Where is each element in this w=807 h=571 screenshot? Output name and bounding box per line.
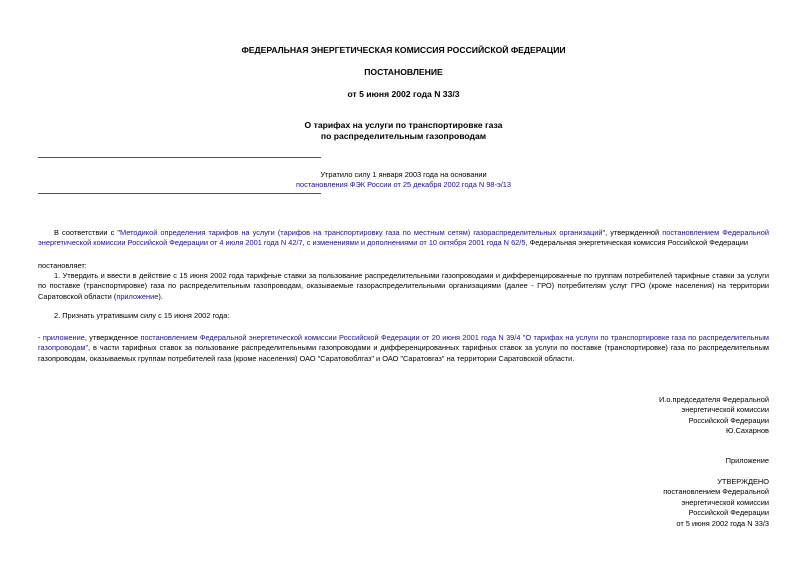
approval-line1: УТВЕРЖДЕНО bbox=[717, 477, 769, 486]
appendix-link-2[interactable]: приложение bbox=[42, 333, 85, 342]
approval-line4: Российской Федерации bbox=[688, 508, 769, 518]
amendments-link[interactable]: с изменениями и дополнениями от 10 октября 2001 года N 62/5 bbox=[306, 238, 526, 248]
doc-date-number: от 5 июня 2002 года N 33/3 bbox=[347, 89, 460, 99]
item-2: 2. Признать утратившим силу с 15 июня 2002 года: bbox=[54, 311, 230, 320]
doc-title-line2: по распределительным газопроводам bbox=[320, 131, 487, 141]
resolution-39-4-link[interactable]: постановлением Федеральной энергетической комиссии Российской Федерации от 20 июня 2001 года N 39/4 "О тарифах на услуги по транспортировке газа по распределительным газопроводам" bbox=[38, 333, 769, 353]
approval-line3: энергетической комиссии bbox=[681, 497, 769, 507]
appendix-label: Приложение bbox=[725, 456, 769, 465]
resolution-link[interactable]: постановлением Федеральной энергетической комиссии Российской Федерации от 4 июля 2001 года N 42/7 bbox=[38, 228, 769, 248]
item-3: - приложение, утвержденное постановлением Федеральной энергетической комиссии Российской Федерации от 20 июня 2001 года N 39/4 "О тарифах на услуги по транспортировке газа по распределительным газопроводам", в части тарифных ставок за пользование распределительными газопроводами и дифференцированных тарифных ставок за услуги по поставке (транспортировке) газа по распределительным газопроводам, оказываемых группам потребителей газа (кроме населения) ОАО "Саратовоблгаз" и ОАО "Саратовгаз" на территории Саратовской области. bbox=[38, 333, 769, 363]
signature-line3: Российской Федерации bbox=[688, 415, 769, 425]
appendix-link[interactable]: приложение bbox=[116, 291, 159, 301]
doc-type: ПОСТАНОВЛЕНИЕ bbox=[364, 67, 443, 77]
approval-block bbox=[663, 477, 769, 529]
intro-paragraph: В соответствии с "Методикой определения тарифов на услуги (тарифов на транспортировку газа по местным сетям) газораспределительных организаций", утвержденной постановлением Федеральной энергетической комиссии Российской Федерации от 4 июля 2001 года N 42/7, с изменениями и дополнениями от 10 октября 2001 года N 62/5, Федеральная энергетическая комиссия Российской Федерации bbox=[38, 228, 769, 248]
approval-line5: от 5 июня 2002 года N 33/3 bbox=[676, 518, 769, 528]
divider-bottom bbox=[38, 193, 321, 194]
signature-block bbox=[659, 395, 769, 437]
signature-line1: И.о.председателя Федеральной bbox=[658, 395, 769, 404]
methodology-link[interactable]: Методикой определения тарифов на услуги (тарифов на транспортировку газа по местным сетям) газораспределительных организаций bbox=[119, 228, 603, 237]
agency-title: ФЕДЕРАЛЬНАЯ ЭНЕРГЕТИЧЕСКАЯ КОМИССИЯ РОССИЙСКОЙ ФЕДЕРАЦИИ bbox=[241, 45, 566, 55]
status-link[interactable]: постановления ФЭК России от 25 декабря 2002 года N 98-э/13 bbox=[295, 180, 512, 189]
status-line: Утратило силу 1 января 2003 года на основании bbox=[320, 170, 487, 179]
item-1: 1. Утвердить и ввести в действие с 15 июня 2002 года тарифные ставки за пользование распределительными газопроводами и дифференцированные по группам потребителей тарифные ставки за услуги по поставке (транспортировке) газа по распределительным газопроводам, оказываемые газораспределительными организациями (далее - ГРО) потребителям услуг ГРО (кроме населения) на территории Саратовской области (приложение). bbox=[38, 271, 769, 301]
divider-top bbox=[38, 157, 321, 158]
signature-name: Ю.Сахарнов bbox=[725, 426, 769, 436]
resolves-label: постановляет: bbox=[38, 261, 87, 270]
doc-title-line1: О тарифах на услуги по транспортировке газа bbox=[304, 120, 503, 130]
signature-line2: энергетической комиссии bbox=[681, 405, 769, 415]
approval-line2: постановлением Федеральной bbox=[663, 487, 769, 497]
